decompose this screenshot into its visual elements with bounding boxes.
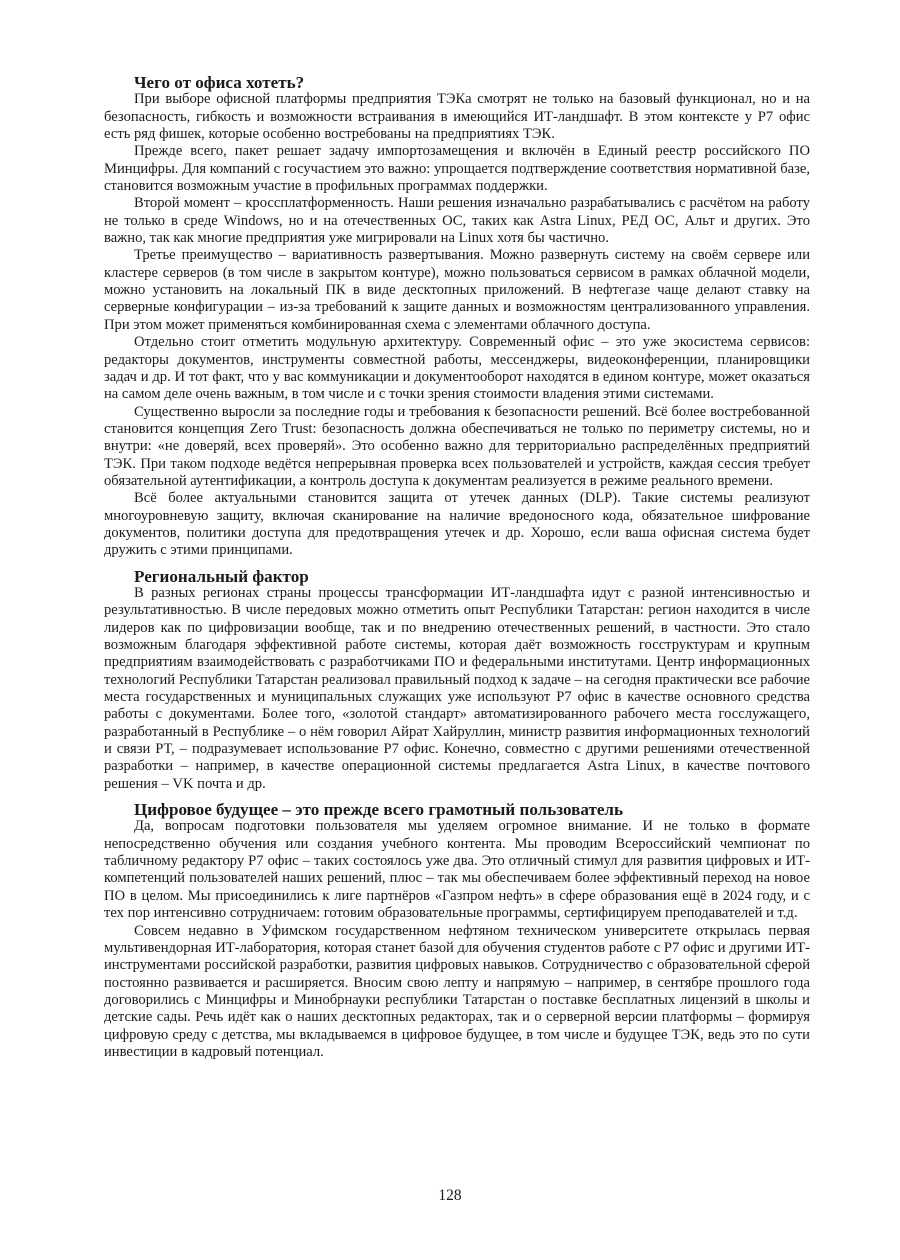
section-digital-future (104, 801, 810, 1061)
section-regional-factor (104, 568, 810, 793)
section-heading: Чего от офиса хотеть? (134, 73, 305, 92)
paragraph: Прежде всего, пакет решает задачу импортозамещения и включён в Единый реестр российского ПО Минцифры. Для компаний с госучастием это важно: упрощается подтверждение соответствия нормативной базе, становится возможным участие в профильных программах поддержки. (104, 143, 810, 195)
paragraph: При выборе офисной платформы предприятия ТЭКа смотрят не только на базовый функционал, но и на безопасность, гибкость и возможности встраивания в имеющийся ИТ-ландшафт. В этом контексте у Р7 офис есть ряд фишек, которые особенно востребованы на предприятиях ТЭК. (104, 91, 810, 143)
article-body (104, 74, 810, 1061)
paragraph: Существенно выросли за последние годы и требования к безопасности решений. Всё более востребованной становится концепция Zero Trust: безопасность должна обеспечиваться не только по периметру системы, но и внутри: «не доверяй, всех проверяй». Это особенно важно для территориально распределённых предприятий ТЭК. При таком подходе ведётся непрерывная проверка всех пользователей и устройств, каждая сессия требует обязательной аутентификации, а контроль доступа к документам реализуется в режиме реального времени. (104, 403, 810, 489)
paragraph: В разных регионах страны процессы трансформации ИТ-ландшафта идут с разной интенсивностью и результативностью. В числе передовых можно отметить опыт Республики Татарстан: регион находится в числе лидеров как по цифровизации вообще, так и по внедрению отечественных решений, в частности. Это стало возможным благодаря эффективной работе системы, которая даёт возможность госструктурам и крупным предприятиям взаимодействовать с разработчиками ПО и федеральными институтами. Центр информационных технологий Республики Татарстан реализовал правильный подход к задаче – на сегодня практически все рабочие места государственных и муниципальных служащих уже используют Р7 офис в качестве основного средства работы с документами. Более того, «золотой стандарт» автоматизированного рабочего места госслужащего, разработанный в Республике – о нём говорил Айрат Хайруллин, министр развития информационных технологий и связи РТ, – подразумевает использование Р7 офис. Конечно, совместно с другими решениями отечественной разработки – например, в качестве операционной системы предлагается Astra Linux, в качестве почтового решения – VK почта и др. (104, 584, 810, 792)
paragraph: Да, вопросам подготовки пользователя мы уделяем огромное внимание. И не только в формате непосредственно обучения или создания учебного контента. Мы проводим Всероссийский чемпионат по табличному редактору Р7 офис – таких состоялось уже два. Это отличный стимул для развития цифровых и ИТ-компетенций пользователей наших решений, плюс – так мы обеспечиваем более эффективный переход на новое ПО в целом. Мы присоединились к лиге партнёров «Газпром нефть» в сфере образования ещё в 2024 году, и с тех пор интенсивно сотрудничаем: готовим образовательные программы, сертифицируем преподавателей и т.д. (104, 818, 810, 922)
section-heading: Региональный фактор (134, 566, 309, 586)
page-number: 128 (438, 1187, 462, 1204)
paragraph: Совсем недавно в Уфимском государственном нефтяном техническом университете открылась первая мультивендорная ИТ-лаборатория, которая станет базой для обучения студентов работе с Р7 офис и другими ИТ-инструментами российской разработки, развития цифровых навыков. Сотрудничество с образовательной сферой постоянно развивается и расширяется. Вносим свою лепту и напрямую – например, в сентябре прошлого года договорились с Минцифры и Минобрнауки республики Татарстан о поставке бесплатных лицензий в школы и детские сады. Речь идёт как о наших десктопных редакторах, так и о серверной версии платформы – формируя цифровую среду с детства, мы вкладываемся в цифровое будущее, в том числе и будущее ТЭК, ведь это по сути инвестиции в кадровый потенциал. (104, 922, 810, 1060)
section-heading: Цифровое будущее – это прежде всего грамотный пользователь (134, 800, 624, 820)
section-office-requirements (104, 74, 810, 560)
paragraph: Отдельно стоит отметить модульную архитектуру. Современный офис – это уже экосистема сервисов: редакторы документов, инструменты совместной работы, мессенджеры, видеоконференции, планировщики задач и др. И тот факт, что у вас коммуникации и документооборот находятся в едином контуре, может оказаться на самом деле очень важным, в том числе и с точки зрения стоимости владения этими системами. (104, 334, 810, 403)
paragraph: Третье преимущество – вариативность развертывания. Можно развернуть систему на своём сервере или кластере серверов (в том числе в закрытом контуре), можно пользоваться сервисом в рамках облачной модели, можно установить на локальный ПК в виде десктопных приложений. В нефтегазе чаще делают ставку на серверные конфигурации – из-за требований к защите данных и возможностям централизованного управления. При этом может применяться комбинированная схема с элементами облачного доступа. (104, 247, 810, 333)
paragraph: Всё более актуальными становится защита от утечек данных (DLP). Такие системы реализуют многоуровневую защиту, включая сканирование на наличие вредоносного кода, обязательное шифрование документов, политики доступа для предотвращения утечек и др. Хорошо, если ваша офисная система будет дружить с этими принципами. (104, 490, 810, 559)
paragraph: Второй момент – кроссплатформенность. Наши решения изначально разрабатывались с расчётом на работу не только в среде Windows, но и на отечественных ОС, таких как Astra Linux, РЕД ОС, Альт и других. Это важно, так как многие предприятия уже мигрировали на Linux хотя бы частично. (104, 195, 810, 247)
